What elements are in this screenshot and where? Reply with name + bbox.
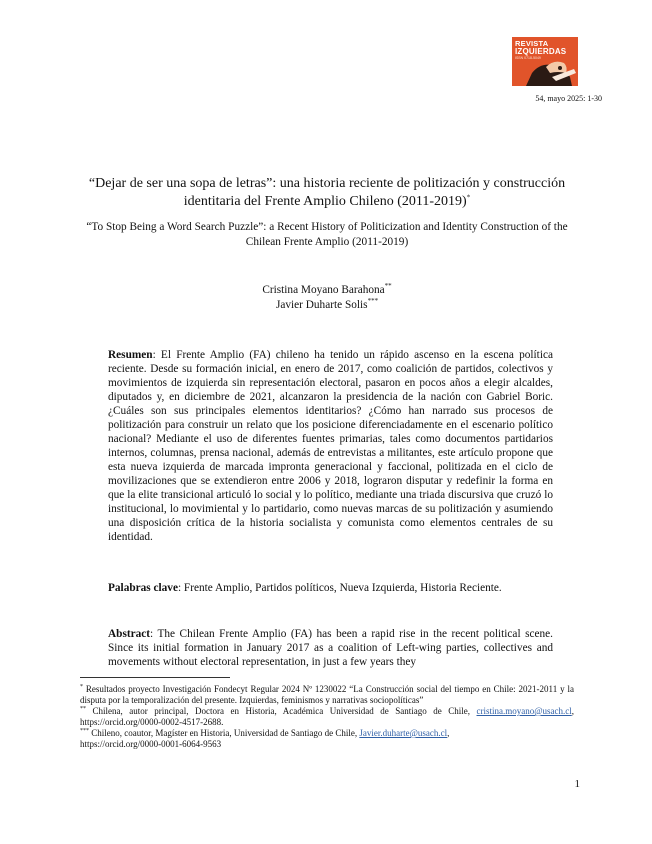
author-footnote-mark[interactable]: **	[384, 282, 392, 291]
logo-line-issn: ISSN 0718-5049	[515, 56, 541, 60]
footnotes	[80, 684, 574, 750]
title-english: “To Stop Being a Word Search Puzzle”: a Recent History of Politicization and Identity Construction of the Chilean Frente Amplio (2011-2019)	[86, 221, 568, 248]
footnote-text: Resultados proyecto Investigación Fondecyt Regular 2024 Nº 1230022 “La Construcción social del tiempo en Chile: 2021-2011 y la disputa por la temporalización del presente. Izquierdas, feminismos y narrativas sociopolíticas”	[80, 684, 574, 705]
author-name: Javier Duharte Solis	[275, 299, 368, 311]
orcid-link[interactable]: https://orcid.org/0000-0001-6064-9563	[80, 739, 222, 749]
keywords-paragraph	[108, 581, 553, 595]
footnote-1	[80, 684, 574, 706]
keywords-text: : Frente Amplio, Partidos políticos, Nueva Izquierda, Historia Reciente.	[177, 582, 502, 594]
title-spanish	[80, 175, 574, 211]
title-spanish-text: “Dejar de ser una sopa de letras”: una historia reciente de politización y construcción identitaria del Frente Amplio Chileno (2011-2019)	[88, 176, 566, 209]
author-2	[80, 298, 574, 313]
footnote-2	[80, 706, 574, 728]
author-1	[80, 283, 574, 298]
authors	[80, 283, 574, 313]
journal-logo	[512, 37, 578, 86]
abstract-paragraph	[108, 627, 553, 669]
abstract-text: : The Chilean Frente Amplio (FA) has been a rapid rise in the recent political scene. Since its initial formation in January 2017 as a coalition of Left-wing parties, collectives and movements without electoral representation, in just a few years they	[108, 628, 553, 668]
issue-info: 54, mayo 2025: 1-30	[535, 94, 602, 103]
resumen-paragraph	[108, 348, 553, 544]
footnote-text: Chileno, coautor, Magíster en Historia, Universidad de Santiago de Chile,	[89, 728, 358, 738]
footnote-orcid: , https://orcid.org/0000-0002-4517-2688.	[80, 706, 575, 727]
footnote-mark: **	[80, 706, 86, 712]
keywords-label: Palabras clave	[108, 582, 178, 594]
logo-line-izquierdas: IZQUIERDAS	[515, 47, 567, 56]
footnote-comma: ,	[447, 728, 450, 738]
title-footnote-mark[interactable]: *	[466, 193, 471, 202]
footnote-text: Chilena, autor principal, Doctora en Historia, Académica Universidad de Santiago de Chile,	[86, 706, 470, 716]
author-name: Cristina Moyano Barahona	[262, 284, 385, 296]
footnote-divider	[80, 677, 230, 678]
resumen-text: : El Frente Amplio (FA) chileno ha tenido un rápido ascenso en la escena política reciente. Desde su formación inicial, en enero de 2017, como coalición de partidos, colectivos y movimientos de izquierda sin representación electoral, pasaron en pocos años a elegir alcaldes, diputados y, en diciembre de 2021, alcanzaron la presidencia de la nación con Gabriel Boric. ¿Cuáles son sus principales elementos identitarios? ¿Cómo han narrado sus procesos de politización para construir un relato que los posicione diferenciadamente en el escenario político nacional? Mediante el uso de diferentes fuentes primarias, tales como documentos partidarios internos, columnas, prensa nacional, además de entrevistas a militantes, este artículo propone que esta nueva izquierda de marcada impronta generacional y faccional, politizada en el ciclo de movilizaciones que se extendieron entre 2006 y 2018, lograron disputar y redefinir la forma en que la elite transicional articuló lo social y lo político, mediante una triada discursiva que cruzó lo institucional, lo movimiental y lo partidario, como nuevas marcas de su politización y asumiendo una disposición crítica de la historia socialista y comunista como elementos centrales de su identidad.	[108, 349, 553, 543]
footnote-mark: ***	[80, 728, 89, 734]
footnote-mark: *	[80, 684, 83, 690]
resumen-label: Resumen	[108, 349, 153, 361]
email-link[interactable]: cristina.moyano@usach.cl	[476, 706, 572, 716]
author-footnote-mark[interactable]: ***	[367, 297, 379, 306]
abstract-label: Abstract	[108, 628, 151, 640]
logo-line-revista: REVISTA	[515, 39, 549, 48]
email-link[interactable]: Javier.duharte@usach.cl	[359, 728, 448, 738]
page-number: 1	[574, 778, 580, 790]
footnote-3	[80, 728, 574, 750]
